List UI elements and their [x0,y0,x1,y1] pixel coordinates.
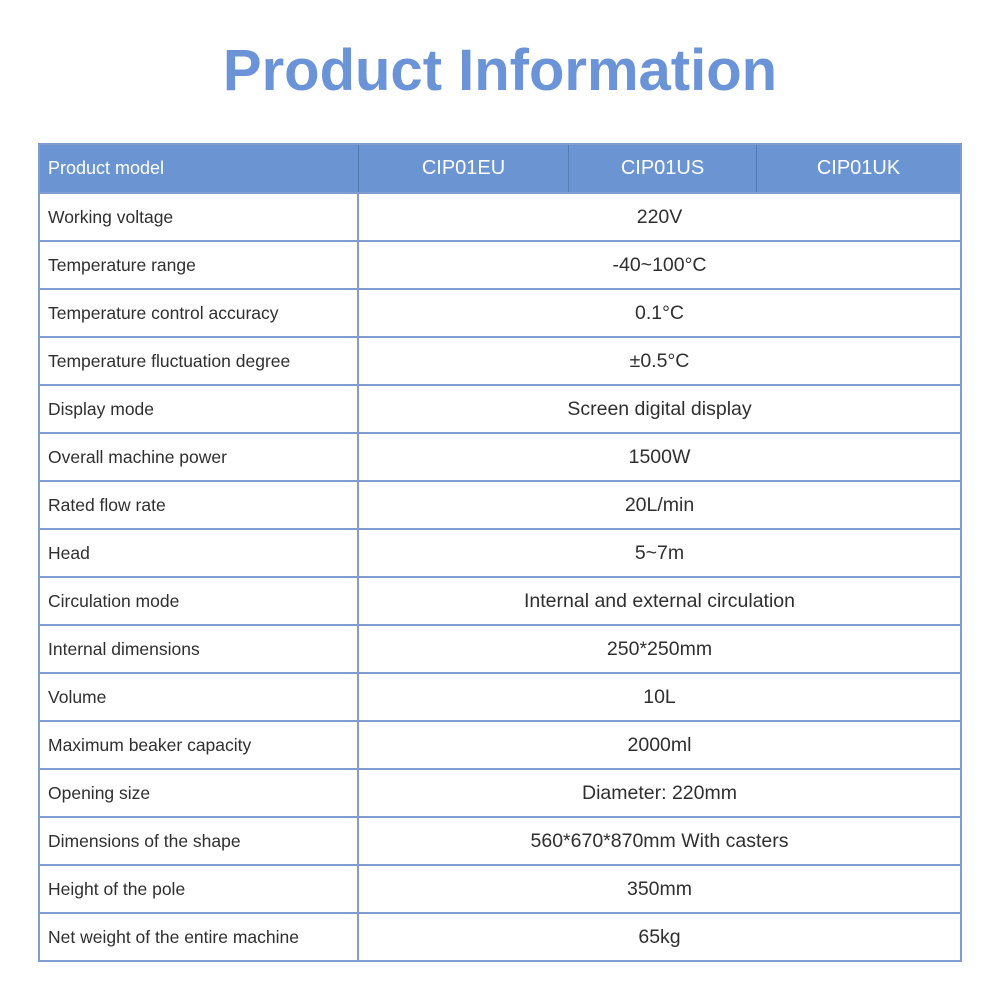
table-row [40,288,960,336]
table-row [40,816,960,864]
table-row [40,384,960,432]
spec-value: -40~100°C [612,253,707,276]
spec-value: Internal and external circulation [524,589,795,612]
spec-value: 560*670*870mm With casters [530,829,789,852]
spec-value: ±0.5°C [629,349,690,372]
table-row [40,720,960,768]
spec-label: Display mode [40,386,359,432]
spec-value: 350mm [626,877,693,900]
spec-label: Circulation mode [40,578,359,624]
spec-label: Dimensions of the shape [40,818,359,864]
header-product-model: Product model [40,145,359,192]
spec-value: 1500W [628,445,691,468]
header-model-cip01us: CIP01US [568,145,756,192]
spec-value: Screen digital display [567,397,752,420]
spec-label: Temperature fluctuation degree [40,338,359,384]
table-row [40,768,960,816]
table-row [40,912,960,960]
table-row [40,672,960,720]
spec-value: 0.1°C [635,301,684,324]
spec-value: 2000ml [627,733,692,756]
table-row [40,528,960,576]
page-title: Product Information [222,38,778,103]
header-model-cip01uk: CIP01UK [756,145,960,192]
product-spec-table [38,143,962,962]
spec-label: Volume [40,674,359,720]
spec-label: Rated flow rate [40,482,359,528]
table-row [40,240,960,288]
spec-label: Maximum beaker capacity [40,722,359,768]
spec-label: Overall machine power [40,434,359,480]
spec-value: Diameter: 220mm [582,781,737,804]
spec-label: Head [40,530,359,576]
spec-value: 20L/min [624,493,695,516]
spec-value: 5~7m [634,541,685,564]
spec-value: 220V [636,205,683,228]
table-row [40,864,960,912]
spec-value: 10L [643,685,676,708]
header-model-cip01eu: CIP01EU [421,157,506,179]
spec-label: Temperature control accuracy [40,290,359,336]
table-row [40,480,960,528]
spec-value: 65kg [638,925,681,948]
table-body [40,192,960,960]
table-row [40,432,960,480]
spec-label: Working voltage [40,194,359,240]
table-row [40,336,960,384]
table-row [40,576,960,624]
spec-label: Height of the pole [40,866,359,912]
spec-value: 250*250mm [606,637,713,660]
spec-label: Temperature range [40,242,359,288]
spec-label: Net weight of the entire machine [40,914,359,960]
spec-label: Internal dimensions [40,626,359,672]
table-header-row [40,145,960,192]
spec-label: Opening size [40,770,359,816]
table-row [40,624,960,672]
table-row [40,192,960,240]
